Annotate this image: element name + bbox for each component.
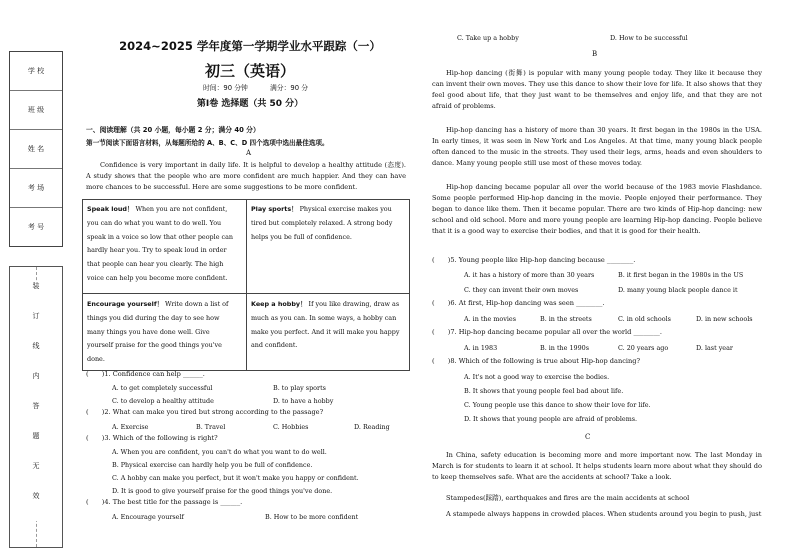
exam-number-field[interactable] [10,208,62,246]
question-6: ( )6. At first, Hip-hop dancing was seen ________. [432,299,605,307]
q2-option-c[interactable]: C. Hobbies [273,423,309,431]
q6-option-c[interactable]: C. in old schools [618,315,671,323]
question-8: ( )8. Which of the following is true about Hip-hop dancing? [432,357,640,365]
class-label: 班 级 [27,106,45,114]
tip-keep-a-hobby: Keep a hobby！ If you like drawing, draw as much as you can. In some ways, a hobby can make you perfect. And it will make you happy and confident. [251,300,400,350]
passage-a-intro: Confidence is very important in daily life. It is helpful to develop a healthy attitude (态度). A study shows that the people who are more confident are much happier. And they can have more chances to be successful. Here are some suggestions to be more confident. [86,161,406,192]
q2-option-d[interactable]: D. Reading [354,423,390,431]
binding-line-text: 装 订 线 内 答 题 无 效 [10,281,62,521]
school-label: 学 校 [27,67,45,75]
tip-play-sports: Play sports！ Physical exercise makes you tired but completely relaxed. A strong body helps you be full of confidence. [251,205,393,241]
q8-option-c[interactable]: C. Young people use this dance to show their love for life. [464,401,651,409]
tip-speak-loud: Speak loud！ When you are not confident, you can do what you want to do well. You speak in a voice so low that other people can hardly hear you. Try to speak loud in order that people can hear you clearly. The high voice can help you become more confident. [87,205,234,282]
q3-option-b[interactable]: B. Physical exercise can hardly help you be full of confidence. [112,461,313,469]
student-info-box [9,51,63,247]
question-1: ( )1. Confidence can help ______. [86,370,205,378]
passage-b-label: B [592,50,598,58]
passage-a-label: A [246,149,252,157]
q7-option-d[interactable]: D. last year [696,344,733,352]
q8-option-a[interactable]: A. It's not a good way to exercise the bodies. [464,373,610,381]
passage-c-paragraph-3: A stampede always happens in crowded places. When students around you begin to push, just [446,510,762,518]
volume-title: 第Ⅰ卷 选择题（共 50 分） [196,99,304,109]
question-3: ( )3. Which of the following is right? [86,434,218,442]
question-2: ( )2. What can make you tired but strong according to the passage? [86,408,324,416]
q7-option-b[interactable]: B. in the 1990s [540,344,589,352]
passage-b-paragraph-3: Hip-hop dancing became popular all over the world because of the 1983 movie Flashdance. Some people performed Hip-hop dancing in the movie. People enjoyed their performance. They began to dance like them. Then it became popular. There are two kinds of Hip-hop dancing: new school and old school. More and more young people are learning Hip-hop dancing. People believe that it is a good way to exercise their bodies, and that it is good for their health. [432,183,762,236]
q8-option-d[interactable]: D. It shows that young people are afraid of problems. [464,415,638,423]
q4-option-d[interactable]: D. How to be successful [610,34,688,42]
q1-option-a[interactable]: A. to get completely successful [112,384,213,392]
question-4: ( )4. The best title for the passage is ______. [86,498,243,506]
exam-number-label: 考 号 [27,223,45,231]
passage-c-paragraph-2: Stampedes(踩踏), earthquakes and fires are the main accidents at school [446,494,690,502]
class-field[interactable] [10,91,62,130]
q2-option-b[interactable]: B. Travel [196,423,226,431]
passage-b-paragraph-2: Hip-hop dancing has a history of more than 30 years. It first began in the 1980s in the USA. In early times, it was seen in New York and Los Angeles. At that time, many young black people often danced to the music in the streets. They used their legs, arms, heads and even shoulders to dance. Many young people still use most of these moves today. [432,126,762,168]
exam-room-field[interactable] [10,169,62,208]
q3-option-d[interactable]: D. It is good to give yourself praise for the good things you've done. [112,487,333,495]
q6-option-b[interactable]: B. in the streets [540,315,592,323]
name-field[interactable] [10,130,62,169]
tip-encourage-yourself: Encourage yourself！ Write down a list of things you did during the day to see how many things you have done well. Give yourself praise for the good things you've done. [87,300,229,364]
q4-option-b[interactable]: B. How to be more confident [265,513,359,521]
q1-option-b[interactable]: B. to play sports [273,384,326,392]
q1-option-d[interactable]: D. to have a hobby [273,397,334,405]
passage-c-paragraph-1: In China, safety education is becoming more and more important now. The last Monday in March is for students to learn it at school. It helps students learn more about what they should do to keep themselves safe. What are the accidents at school? Take a look. [432,451,762,482]
q5-option-a[interactable]: A. it has a history of more than 30 years [464,271,595,279]
exam-score: 满分：90 分 [270,84,308,92]
q4-option-c[interactable]: C. Take up a hobby [457,34,519,42]
instruction: 第一节阅读下面语言材料，从每题所给的 A、B、C、D 四个选项中选出最佳选项。 [86,139,329,147]
part-title: 一、阅读理解（共 20 小题，每小题 2 分；满分 40 分） [86,126,260,134]
q2-option-a[interactable]: A. Exercise [112,423,149,431]
q6-option-d[interactable]: D. in new schools [696,315,753,323]
name-label: 姓 名 [27,145,45,153]
q3-option-c[interactable]: C. A hobby can make you perfect, but it won't make you happy or confident. [112,474,359,482]
binding-line-box [9,266,63,548]
q5-option-c[interactable]: C. they can invent their own moves [464,286,579,294]
q1-option-c[interactable]: C. to develop a healthy attitude [112,397,214,405]
exam-room-label: 考 场 [27,184,45,192]
school-field[interactable] [10,52,62,91]
exam-title: 2024~2025 学年度第一学期学业水平跟踪（一） [119,39,381,53]
question-5: ( )5. Young people like Hip-hop dancing because ________. [432,256,636,264]
q7-option-a[interactable]: A. in 1983 [464,344,498,352]
q3-option-a[interactable]: A. When you are confident, you can't do what you want to do well. [112,448,327,456]
q6-option-a[interactable]: A. in the movies [464,315,516,323]
q7-option-c[interactable]: C. 20 years ago [618,344,669,352]
exam-time: 时间：90 分钟 [203,84,248,92]
passage-c-label: C [585,433,591,441]
q5-option-b[interactable]: B. it first began in the 1980s in the US [618,271,744,279]
q4-option-a[interactable]: A. Encourage yourself [112,513,184,521]
q5-option-d[interactable]: D. many young black people dance it [618,286,738,294]
passage-b-paragraph-1: Hip-hop dancing (街舞) is popular with many young people today. They like it because they can invent their own moves. They use this dance to show their love for life. It also shows that they feel good about life, that they just want to be themselves and enjoy life, and that they are not afraid of problems. [432,69,762,111]
tips-table [82,199,410,371]
grade-subject-title: 初三（英语） [204,62,295,80]
q8-option-b[interactable]: B. It shows that young people feel bad about life. [464,387,624,395]
question-7: ( )7. Hip-hop dancing became popular all over the world ________. [432,328,662,336]
